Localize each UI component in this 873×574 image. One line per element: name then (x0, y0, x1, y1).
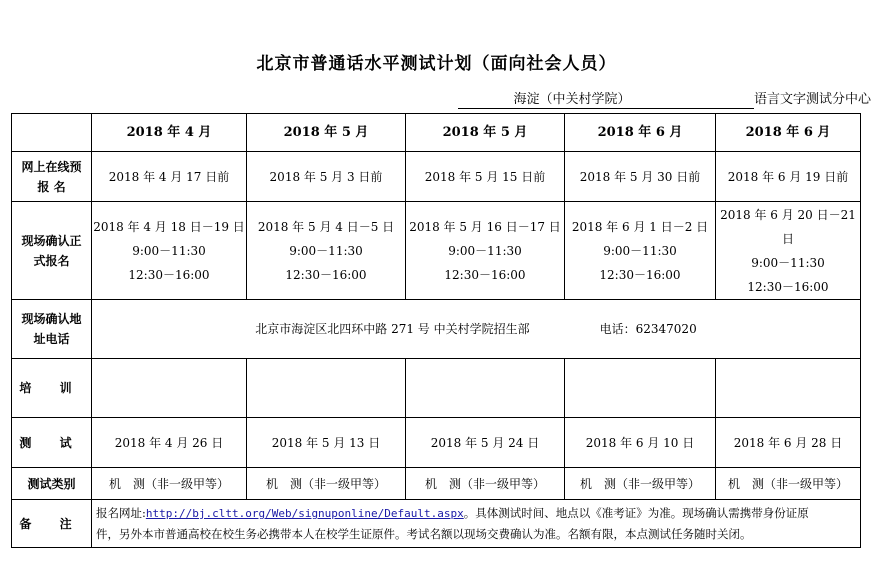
column-header: 2018 年 6 月 (565, 114, 716, 152)
address-row (12, 300, 861, 359)
test-type: 机 测（非一级甲等） (716, 468, 861, 500)
corner-cell (12, 114, 92, 152)
training-cell (406, 359, 565, 418)
row-label-test-type: 测试类别 (12, 468, 92, 500)
column-header: 2018 年 5 月 (247, 114, 406, 152)
onsite-cell: 2018 年 5 月 16 日－17 日 9:00－11:30 12:30－16:00 (406, 202, 565, 300)
test-date: 2018 年 5 月 24 日 (406, 418, 565, 468)
onsite-cell: 2018 年 6 月 20 日－21 日 9:00－11:30 12:30－16:00 (716, 202, 861, 300)
onsite-cell: 2018 年 4 月 18 日－19 日 9:00－11:30 12:30－16:00 (92, 202, 247, 300)
row-label-test: 测 试 (12, 418, 92, 468)
notes-text-1: 。具体测试时间、地点以《准考证》为准。现场确认需携带身份证原 (463, 506, 809, 520)
online-deadline: 2018 年 5 月 3 日前 (247, 152, 406, 202)
online-deadline: 2018 年 5 月 30 日前 (565, 152, 716, 202)
test-date: 2018 年 6 月 10 日 (565, 418, 716, 468)
test-type: 机 测（非一级甲等） (247, 468, 406, 500)
test-type: 机 测（非一级甲等） (565, 468, 716, 500)
header-row (12, 114, 861, 152)
notes-text-2: 件，另外本市普通高校在校生务必携带本人在校学生证原件。考试名额以现场交费确认为准。名额有限，本点测试任务随时关闭。 (96, 527, 752, 541)
column-header: 2018 年 6 月 (716, 114, 861, 152)
schedule-table (11, 113, 861, 548)
notes-row (12, 500, 861, 548)
training-cell (716, 359, 861, 418)
training-row (12, 359, 861, 418)
test-type-row (12, 468, 861, 500)
center-name: 语言文字测试分中心 (754, 92, 872, 107)
online-registration-row (12, 152, 861, 202)
page-title: 北京市普通话水平测试计划（面向社会人员） (256, 54, 617, 74)
test-date-row (12, 418, 861, 468)
org-line (458, 88, 871, 109)
onsite-cell: 2018 年 6 月 1 日－2 日 9:00－11:30 12:30－16:00 (565, 202, 716, 300)
signup-link[interactable]: http://bj.cltt.org/Web/signuponline/Default.aspx (145, 507, 464, 520)
online-deadline: 2018 年 4 月 17 日前 (92, 152, 247, 202)
address-text: 北京市海淀区北四环中路 271 号 中关村学院招生部 (255, 322, 530, 336)
onsite-confirmation-row (12, 202, 861, 300)
test-date: 2018 年 6 月 28 日 (716, 418, 861, 468)
column-header: 2018 年 5 月 (406, 114, 565, 152)
test-type: 机 测（非一级甲等） (92, 468, 247, 500)
notes-cell (92, 500, 861, 548)
row-label-notes: 备 注 (12, 500, 92, 548)
row-label-training: 培 训 (12, 359, 92, 418)
row-label-online: 网上在线预 报 名 (12, 152, 92, 202)
test-type: 机 测（非一级甲等） (406, 468, 565, 500)
training-cell (247, 359, 406, 418)
column-header: 2018 年 4 月 (92, 114, 247, 152)
address-cell (92, 300, 861, 359)
row-label-onsite: 现场确认正 式报名 (12, 202, 92, 300)
online-deadline: 2018 年 6 月 19 日前 (716, 152, 861, 202)
online-deadline: 2018 年 5 月 15 日前 (406, 152, 565, 202)
campus-name: 海淀（中关村学院） (458, 88, 686, 109)
training-cell (92, 359, 247, 418)
underline-spacer (686, 92, 754, 109)
test-date: 2018 年 4 月 26 日 (92, 418, 247, 468)
onsite-cell: 2018 年 5 月 4 日－5 日 9:00－11:30 12:30－16:00 (247, 202, 406, 300)
row-label-address: 现场确认地 址电话 (12, 300, 92, 359)
training-cell (565, 359, 716, 418)
test-date: 2018 年 5 月 13 日 (247, 418, 406, 468)
phone-text: 电话：62347020 (599, 322, 697, 336)
notes-prefix: 报名网址: (96, 506, 146, 520)
